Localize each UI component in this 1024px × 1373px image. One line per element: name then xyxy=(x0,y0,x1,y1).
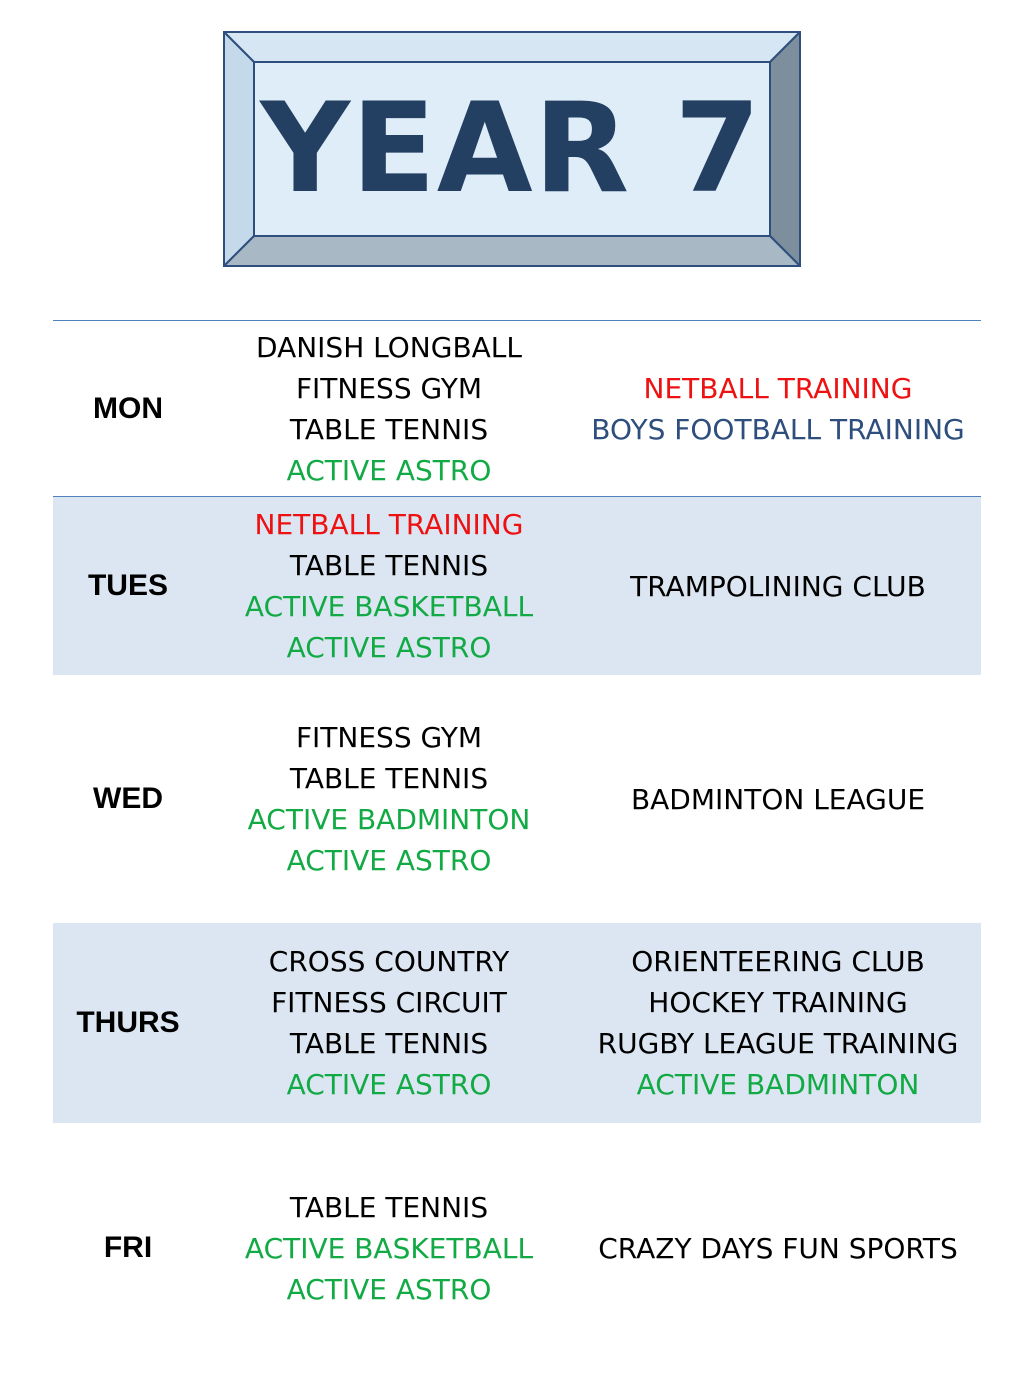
activity-item: TRAMPOLINING CLUB xyxy=(630,569,926,603)
activities-column-2 xyxy=(575,941,981,1105)
schedule-table xyxy=(53,320,981,1373)
activity-item: RUGBY LEAGUE TRAINING xyxy=(597,1027,959,1060)
page-title: YEAR 7 xyxy=(260,77,762,221)
activities-column-2 xyxy=(575,1228,981,1269)
activity-item: ACTIVE BADMINTON xyxy=(636,1068,920,1101)
schedule-row-wed xyxy=(53,675,981,923)
activities-column-2 xyxy=(575,779,981,820)
day-label: FRI xyxy=(103,1231,153,1264)
day-label: WED xyxy=(93,782,163,815)
activity-item: CRAZY DAYS FUN SPORTS xyxy=(598,1231,958,1265)
activities-column-1 xyxy=(203,717,575,881)
day-label: MON xyxy=(93,391,163,425)
activity-item: ACTIVE ASTRO xyxy=(286,844,492,877)
schedule-row-fri xyxy=(53,1123,981,1373)
schedule-row-mon xyxy=(53,320,981,497)
activity-item: FITNESS GYM xyxy=(295,721,483,754)
activity-item: TABLE TENNIS xyxy=(289,549,489,582)
activity-item: TABLE TENNIS xyxy=(289,762,489,795)
activity-item: TABLE TENNIS xyxy=(289,1027,489,1060)
schedule-row-tues xyxy=(53,497,981,675)
activities-column-2 xyxy=(575,566,981,607)
activity-item: FITNESS GYM xyxy=(295,371,483,405)
activity-item: ORIENTEERING CLUB xyxy=(631,945,925,978)
activity-item: DANISH LONGBALL xyxy=(256,330,522,364)
activities-column-2 xyxy=(575,368,981,450)
activities-column-1 xyxy=(203,327,575,491)
activities-column-1 xyxy=(203,504,575,668)
activity-item: ACTIVE BADMINTON xyxy=(247,803,531,836)
activity-item: FITNESS CIRCUIT xyxy=(271,986,507,1019)
activity-item: NETBALL TRAINING xyxy=(643,371,913,405)
schedule-row-thurs xyxy=(53,923,981,1123)
activity-item: ACTIVE ASTRO xyxy=(286,1068,492,1101)
activity-item: TABLE TENNIS xyxy=(289,412,489,446)
activities-column-1 xyxy=(203,941,575,1105)
activity-item: ACTIVE ASTRO xyxy=(286,453,492,487)
activity-item: ACTIVE BASKETBALL xyxy=(244,1231,534,1265)
activity-item: ACTIVE ASTRO xyxy=(286,631,492,664)
activity-item: NETBALL TRAINING xyxy=(254,508,524,541)
activity-item: HOCKEY TRAINING xyxy=(648,986,908,1019)
activity-item: BOYS FOOTBALL TRAINING xyxy=(591,412,965,446)
activity-item: BADMINTON LEAGUE xyxy=(630,782,926,816)
title-plate xyxy=(223,31,801,267)
activity-item: TABLE TENNIS xyxy=(289,1190,489,1224)
activities-column-1 xyxy=(203,1187,575,1310)
activity-item: ACTIVE ASTRO xyxy=(286,1272,492,1306)
day-label: TUES xyxy=(87,569,168,602)
activity-item: CROSS COUNTRY xyxy=(268,945,510,978)
activity-item: ACTIVE BASKETBALL xyxy=(244,590,534,623)
day-label: THURS xyxy=(76,1006,180,1039)
